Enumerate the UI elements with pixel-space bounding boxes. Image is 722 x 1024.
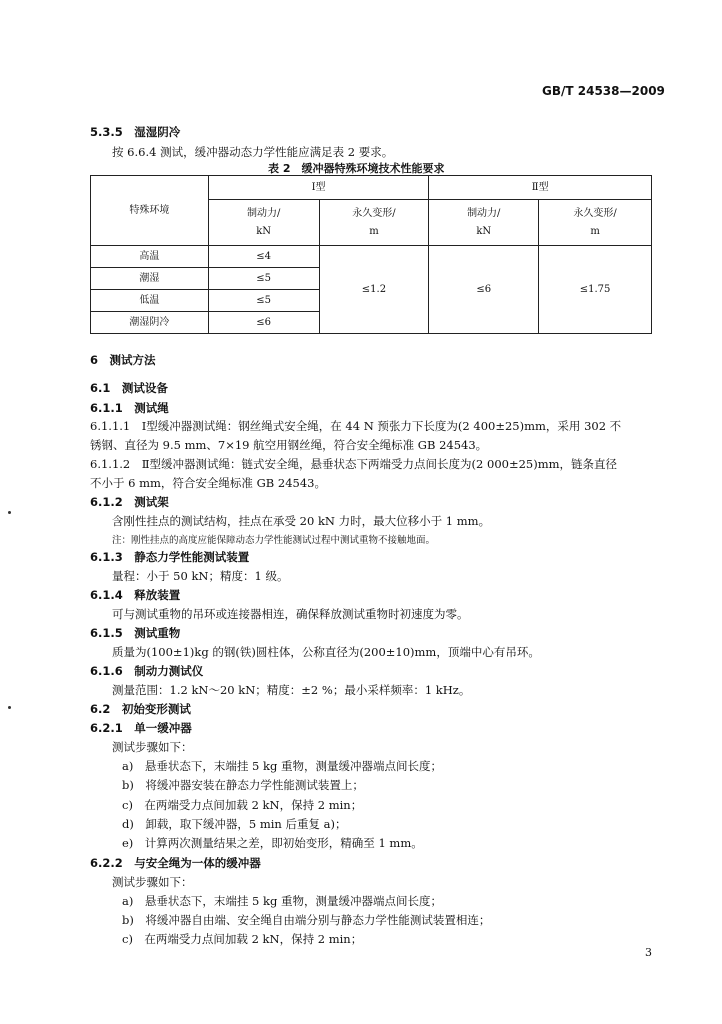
section-6-1-2-heading: 6.1.2 测试架 — [90, 495, 169, 509]
scan-speck — [8, 706, 11, 709]
page-number: 3 — [645, 946, 652, 959]
standard-number: GB/T 24538—2009 — [542, 84, 665, 98]
table-2 — [90, 175, 652, 334]
section-6-heading: 6 测试方法 — [90, 353, 156, 367]
table-row-env: 潮湿 — [91, 268, 209, 290]
perm-deformation-2-value: ≤1.75 — [539, 246, 652, 334]
section-6-1-3-heading: 6.1.3 静态力学性能测试装置 — [90, 550, 250, 564]
section-6-2-1-intro: 测试步骤如下： — [112, 740, 193, 754]
section-5-3-5-text: 按 6.6.4 测试，缓冲器动态力学性能应满足表 2 要求。 — [112, 145, 394, 159]
header-type-1: Ⅰ型 — [208, 176, 429, 200]
section-6-1-1-2-line-2: 不小于 6 mm，符合安全绳标准 GB 24543。 — [90, 476, 326, 490]
section-6-1-6-text: 测量范围：1.2 kN～20 kN；精度：±2 %；最小采样频率：1 kHz。 — [112, 683, 471, 697]
table-row-force: ≤6 — [208, 312, 319, 334]
section-5-3-5-heading: 5.3.5 湿湿阴冷 — [90, 125, 181, 139]
section-6-1-1-2-line-1: 6.1.1.2 Ⅱ型缓冲器测试绳：链式安全绳，悬垂状态下两端受力点间长度为(2 000±25)mm，链条直径 — [90, 457, 618, 471]
step-6-2-1-b: b) 将缓冲器安装在静态力学性能测试装置上； — [122, 778, 364, 792]
perm-deformation-1-value: ≤1.2 — [319, 246, 429, 334]
section-6-1-6-heading: 6.1.6 制动力测试仪 — [90, 664, 204, 678]
section-6-1-2-text: 含刚性挂点的测试结构，挂点在承受 20 kN 力时，最大位移小于 1 mm。 — [112, 514, 491, 528]
section-6-2-2-intro: 测试步骤如下： — [112, 875, 193, 889]
table-row-env: 高温 — [91, 246, 209, 268]
header-braking-force-2: 制动力/ kN — [429, 200, 539, 246]
step-6-2-1-c: c) 在两端受力点间加载 2 kN，保持 2 min； — [122, 798, 363, 812]
section-6-1-1-1-line-2: 锈钢、直径为 9.5 mm、7×19 航空用钢丝绳，符合安全绳标准 GB 24543。 — [90, 438, 488, 452]
section-6-2-2-heading: 6.2.2 与安全绳为一体的缓冲器 — [90, 856, 261, 870]
table-2-caption: 表 2 缓冲器特殊环境技术性能要求 — [268, 162, 445, 175]
step-6-2-2-c: c) 在两端受力点间加载 2 kN，保持 2 min； — [122, 932, 363, 946]
section-6-1-5-heading: 6.1.5 测试重物 — [90, 626, 181, 640]
section-6-1-4-heading: 6.1.4 释放装置 — [90, 588, 181, 602]
step-6-2-2-a: a) 悬垂状态下，末端挂 5 kg 重物，测量缓冲器端点间长度； — [122, 894, 442, 908]
header-type-2: Ⅱ型 — [429, 176, 652, 200]
table-row-env: 低温 — [91, 290, 209, 312]
table-row-force: ≤4 — [208, 246, 319, 268]
header-permanent-deformation-1: 永久变形/ m — [319, 200, 429, 246]
table-row-force: ≤5 — [208, 268, 319, 290]
step-6-2-1-e: e) 计算两次测量结果之差，即初始变形，精确至 1 mm。 — [122, 836, 423, 850]
table-row-force: ≤5 — [208, 290, 319, 312]
table-row-env: 潮湿阴冷 — [91, 312, 209, 334]
step-6-2-2-b: b) 将缓冲器自由端、安全绳自由端分别与静态力学性能测试装置相连； — [122, 913, 491, 927]
section-6-1-1-1-line-1: 6.1.1.1 Ⅰ型缓冲器测试绳：钢丝绳式安全绳，在 44 N 预张力下长度为(2 400±25)mm，采用 302 不 — [90, 419, 622, 433]
section-6-2-heading: 6.2 初始变形测试 — [90, 702, 191, 716]
section-6-1-heading: 6.1 测试设备 — [90, 381, 168, 395]
braking-force-2-value: ≤6 — [429, 246, 539, 334]
section-6-1-4-text: 可与测试重物的吊环或连接器相连，确保释放测试重物时初速度为零。 — [112, 607, 469, 621]
section-6-2-1-heading: 6.2.1 单一缓冲器 — [90, 721, 192, 735]
scan-speck — [8, 511, 11, 514]
header-permanent-deformation-2: 永久变形/ m — [539, 200, 652, 246]
step-6-2-1-a: a) 悬垂状态下，末端挂 5 kg 重物，测量缓冲器端点间长度； — [122, 759, 442, 773]
section-6-1-3-text: 量程：小于 50 kN；精度：1 级。 — [112, 569, 289, 583]
header-braking-force-1: 制动力/ kN — [208, 200, 319, 246]
header-special-env: 特殊环境 — [91, 176, 209, 246]
step-6-2-1-d: d) 卸载，取下缓冲器，5 min 后重复 a)； — [122, 817, 347, 831]
section-6-1-5-text: 质量为(100±1)kg 的钢(铁)圆柱体，公称直径为(200±10)mm，顶端中心有吊环。 — [112, 645, 540, 659]
section-6-1-1-heading: 6.1.1 测试绳 — [90, 401, 169, 415]
section-6-1-2-note: 注：刚性挂点的高度应能保障动态力学性能测试过程中测试重物不接触地面。 — [112, 535, 436, 546]
